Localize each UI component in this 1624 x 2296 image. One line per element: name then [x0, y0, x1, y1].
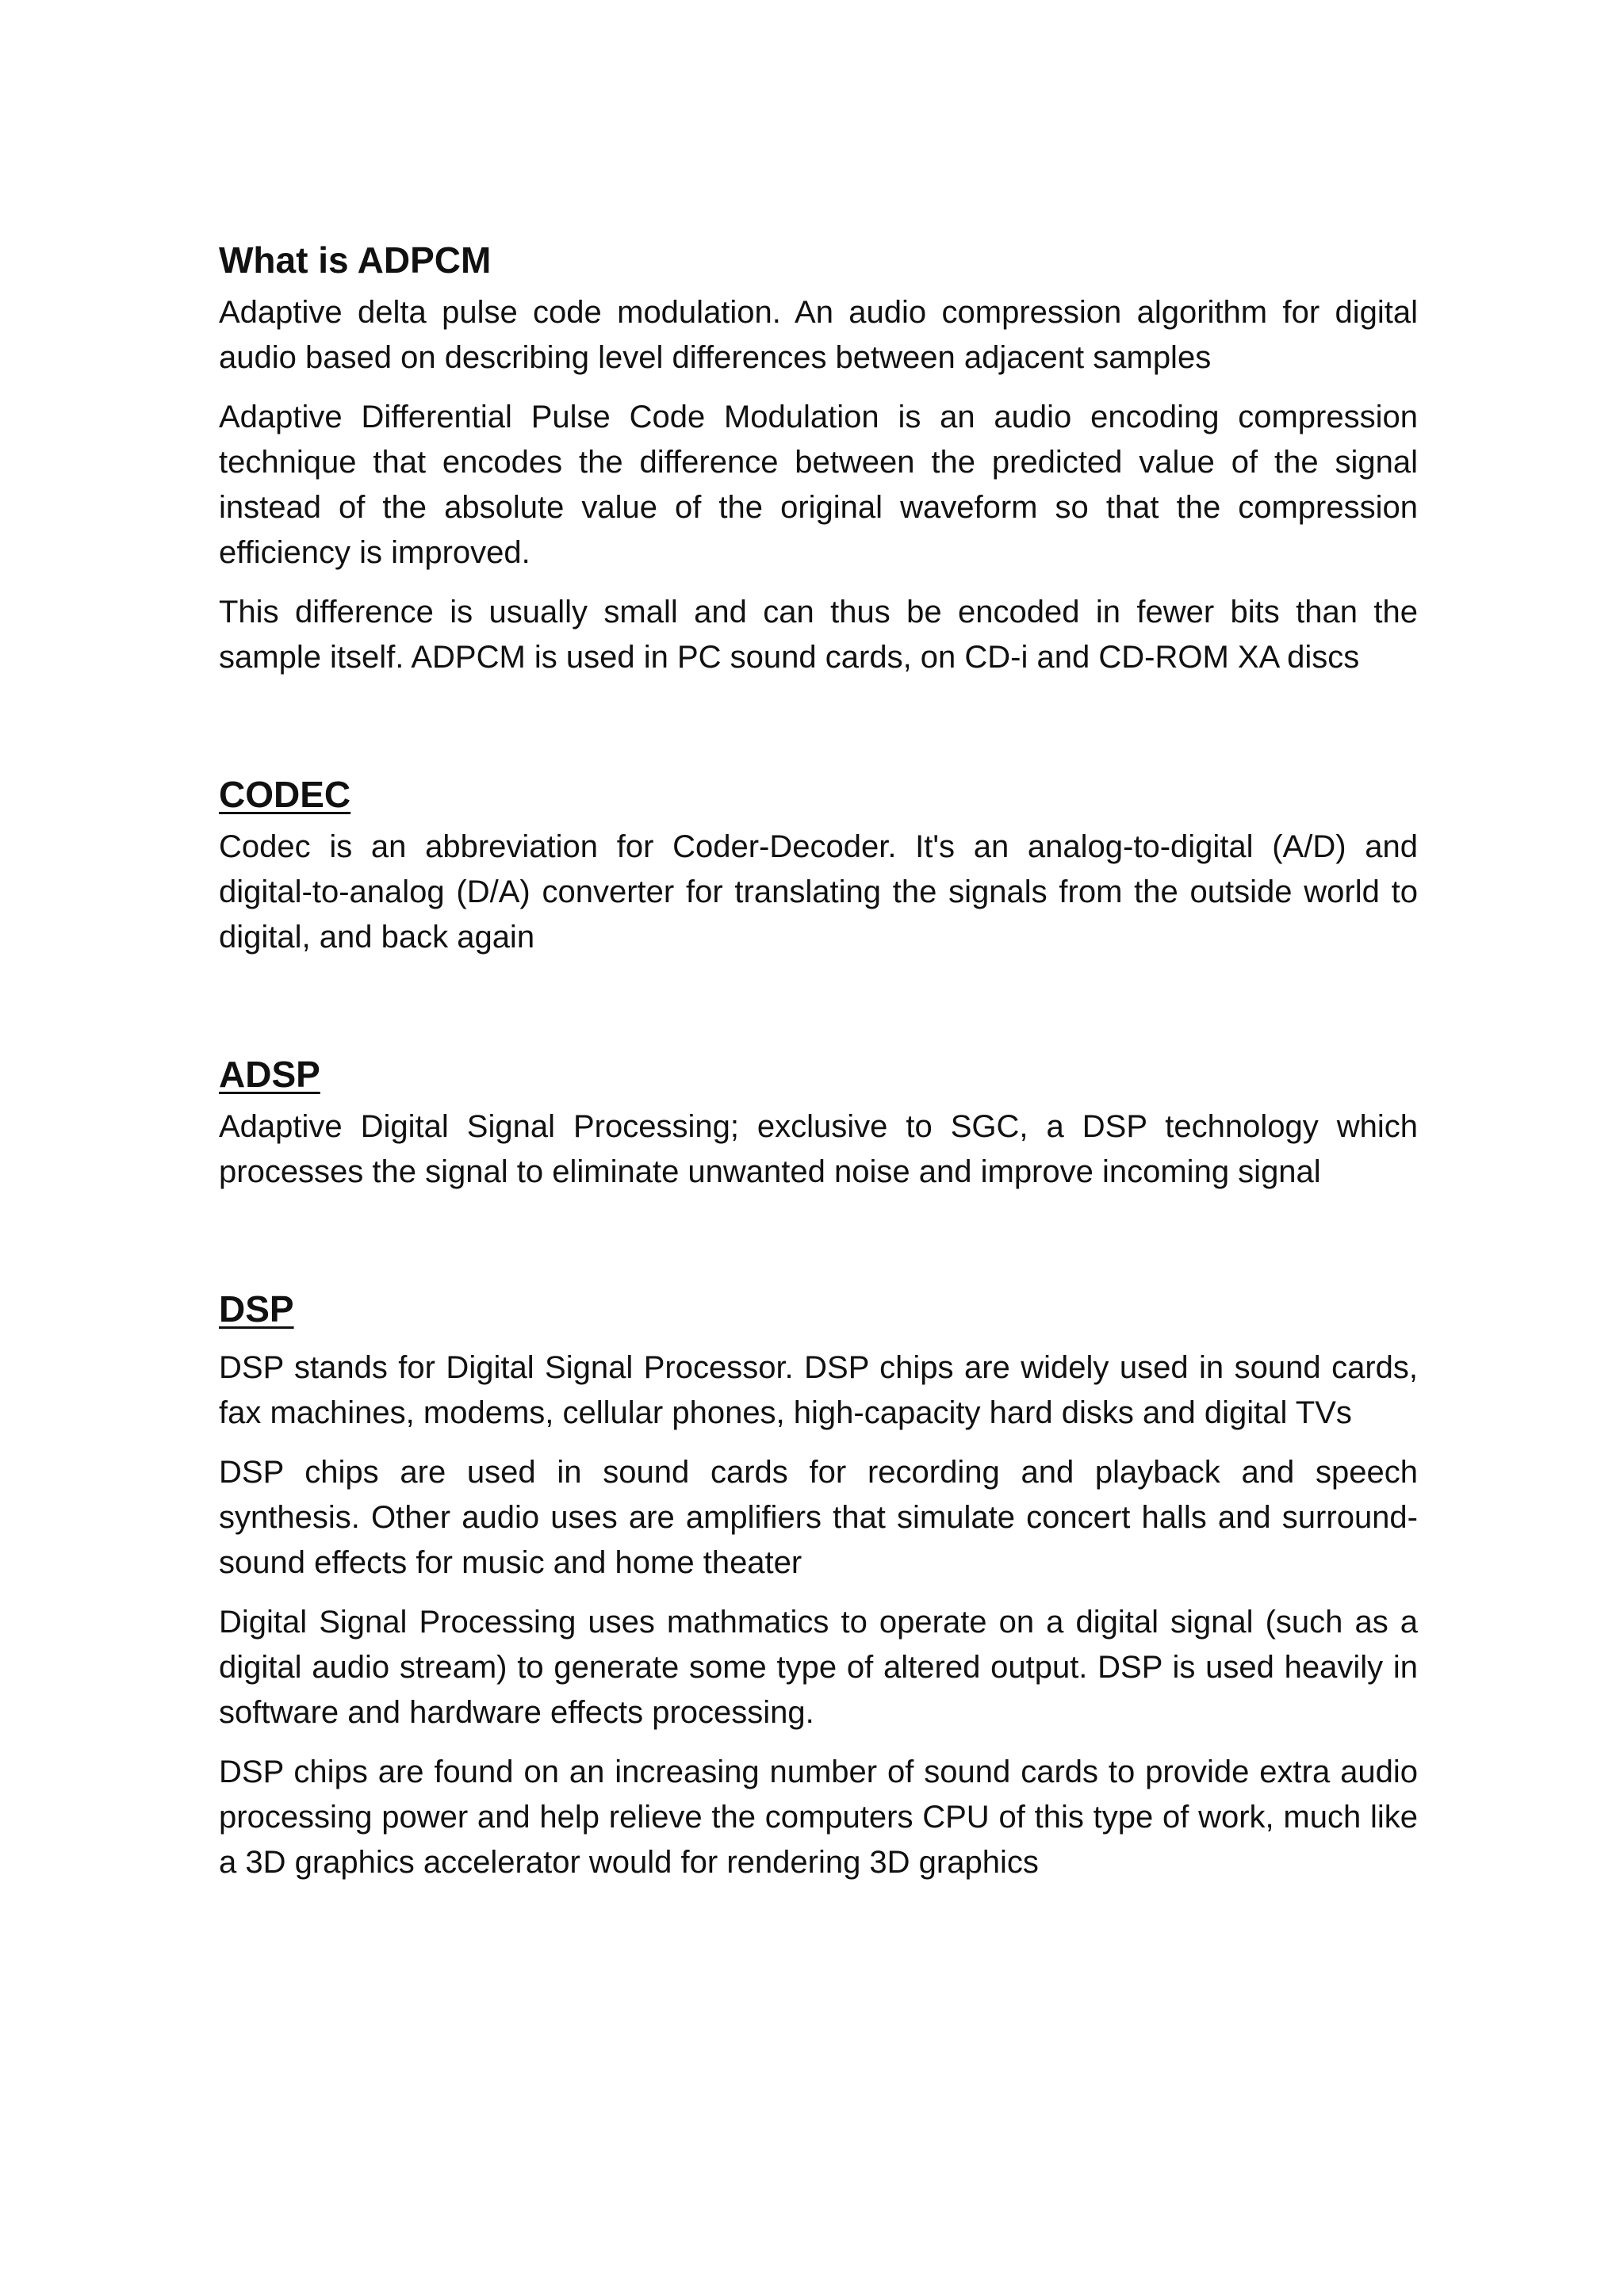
paragraph: Codec is an abbreviation for Coder-Decoder. It's an analog-to-digital (A/D) and digital-to-analog (D/A) converter for translating the signals from the outside world to digital, and back again: [219, 829, 1418, 955]
section-adpcm: [219, 235, 1418, 680]
paragraph: Adaptive Digital Signal Processing; exclusive to SGC, a DSP technology which processes the signal to eliminate unwanted noise and improve incoming signal: [219, 1109, 1418, 1189]
paragraph: Digital Signal Processing uses mathmatics to operate on a digital signal (such as a digital audio stream) to generate some type of altered output. DSP is used heavily in software and hardware effects processing.: [219, 1605, 1418, 1730]
paragraph: DSP stands for Digital Signal Processor. DSP chips are widely used in sound cards, fax machines, modems, cellular phones, high-capacity hard disks and digital TVs: [219, 1350, 1418, 1430]
section-dsp: [219, 1284, 1418, 1885]
heading-codec: CODEC: [219, 774, 351, 815]
paragraph: Adaptive delta pulse code modulation. An audio compression algorithm for digital audio based on describing level differences between adjacent samples: [219, 295, 1418, 375]
heading-adsp: ADSP: [219, 1054, 320, 1095]
document-page: [219, 235, 1418, 1900]
section-codec: [219, 769, 1418, 960]
paragraph: Adaptive Differential Pulse Code Modulation is an audio encoding compression technique that encodes the difference between the predicted value of the signal instead of the absolute value of the original waveform so that the compression efficiency is improved.: [219, 400, 1418, 570]
paragraph: DSP chips are found on an increasing number of sound cards to provide extra audio processing power and help relieve the computers CPU of this type of work, much like a 3D graphics accelerator would for rendering 3D graphics: [219, 1755, 1418, 1880]
heading-adpcm: What is ADPCM: [219, 239, 492, 281]
heading-dsp: DSP: [219, 1288, 294, 1330]
paragraph: This difference is usually small and can thus be encoded in fewer bits than the sample itself. ADPCM is used in PC sound cards, on CD-i and CD-ROM XA discs: [219, 595, 1418, 675]
paragraph: DSP chips are used in sound cards for recording and playback and speech synthesis. Other audio uses are amplifiers that simulate concert halls and surround-sound effects for music and home theater: [219, 1455, 1418, 1580]
section-adsp: [219, 1049, 1418, 1195]
